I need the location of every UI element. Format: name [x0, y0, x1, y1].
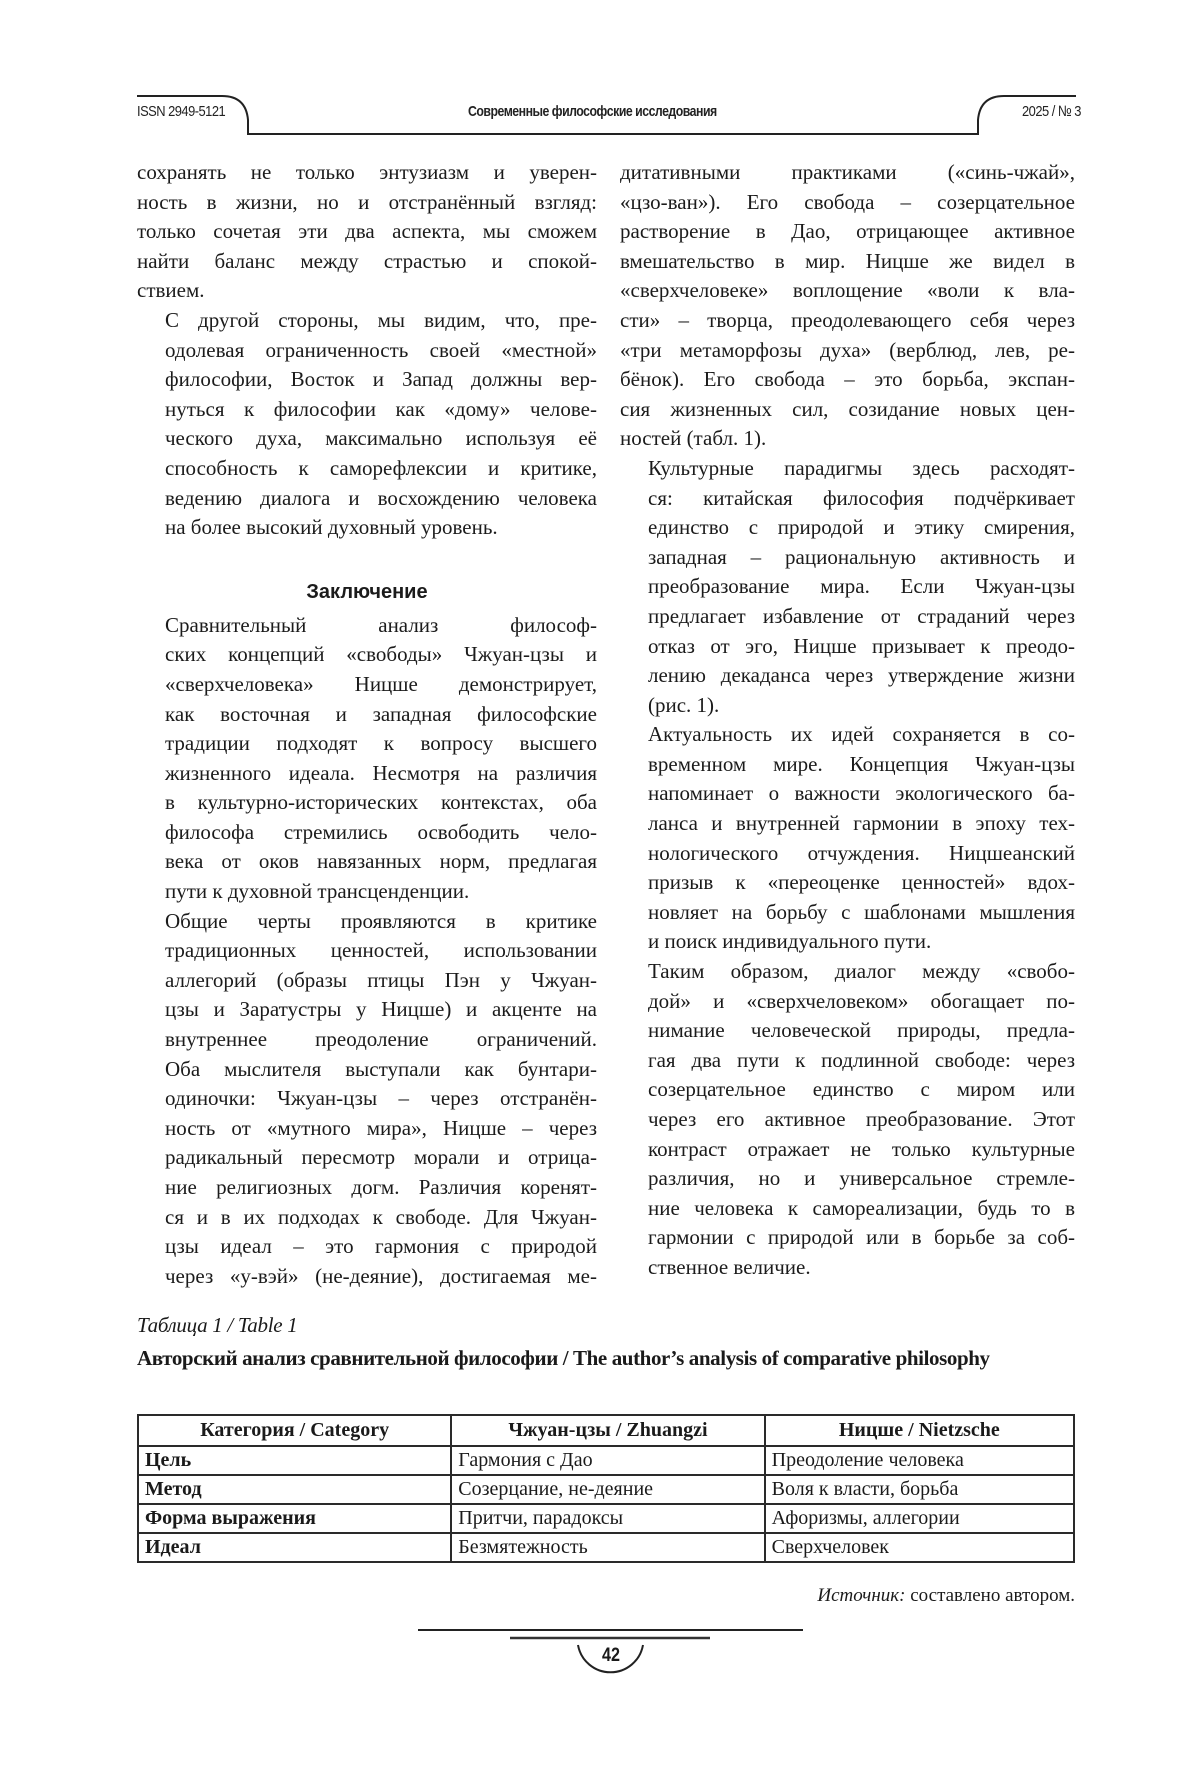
text-line: нологического отчуждения. Ницшеанский — [648, 840, 1075, 865]
paragraph — [137, 306, 597, 543]
table-header-row — [138, 1415, 1074, 1446]
category-cell: Метод — [138, 1475, 451, 1504]
right-column — [620, 158, 1075, 1283]
text-line: внутреннее преодоление ограничений. — [165, 1027, 597, 1052]
text-line: (рис. 1). — [648, 692, 720, 717]
page-number: 42 — [602, 1645, 620, 1666]
text-line: Оба мыслителя выступали как бунтари- — [165, 1056, 597, 1081]
paragraph — [137, 907, 597, 1292]
text-line: ние человека к самореализации, будь то в — [648, 1195, 1075, 1220]
text-line: единство с природой и этику смирения, — [648, 515, 1075, 540]
text-line: преобразование мира. Если Чжуан-цзы — [648, 574, 1075, 599]
text-line: различия, но и универсальное стремле- — [648, 1166, 1075, 1191]
text-line: дитативными практиками («синь-чжай», — [620, 160, 1075, 184]
text-line: сия жизненных сил, созидание новых цен- — [620, 396, 1075, 421]
text-line: нимание человеческой природы, предла- — [648, 1018, 1075, 1043]
text-line: ствием. — [137, 278, 205, 303]
text-line: философии, Восток и Запад должны вер- — [165, 367, 597, 392]
text-line: Актуальность их идей сохраняется в со- — [648, 722, 1075, 747]
text-line: Сравнительный анализ философ- — [165, 612, 597, 637]
text-line: жизненного идеала. Несмотря на различия — [165, 760, 597, 785]
text-line: ся и в их подходах к свободе. Для Чжуан- — [165, 1204, 597, 1229]
table-row — [138, 1504, 1074, 1533]
text-line: на более высокий духовный уровень. — [165, 515, 498, 540]
table-cell: Гармония с Дао — [451, 1446, 764, 1475]
table-label: Таблица 1 / Table 1 — [137, 1313, 298, 1337]
text-line: «цзо-ван»). Его свобода – созерцательное — [620, 189, 1075, 214]
table-cell: Притчи, парадоксы — [451, 1504, 764, 1533]
text-line: Культурные парадигмы здесь расходят- — [648, 455, 1075, 480]
text-line: лению декаданса через утверждение жизни — [648, 663, 1075, 688]
table-row — [138, 1475, 1074, 1504]
text-line: дой» и «сверхчеловеком» обогащает по- — [648, 988, 1075, 1013]
text-line: найти баланс между страстью и спокой- — [137, 248, 597, 273]
text-line: ственное величие. — [648, 1254, 811, 1279]
table-cell: Афоризмы, аллегории — [765, 1504, 1074, 1533]
text-line: аллегорий (образы птицы Пэн у Чжуан- — [165, 967, 597, 992]
table-title: Авторский анализ сравнительной философии / The author’s analysis of comparative philosophy — [137, 1346, 990, 1370]
text-line: Общие черты проявляются в критике — [165, 908, 597, 933]
text-line: «сверхчеловеке» воплощение «воли к вла- — [620, 278, 1075, 303]
journal-issue: 2025 / № 3 — [1022, 103, 1081, 120]
text-line: растворение в Дао, отрицающее активное — [620, 219, 1075, 244]
running-header-rule — [0, 0, 1200, 150]
column-header: Категория / Category — [138, 1415, 451, 1446]
text-line: отказ от эго, Ницше призывает к преодо- — [648, 633, 1075, 658]
text-line: предлагает избавление от страданий через — [648, 603, 1075, 628]
text-line: гармонии с природой или в борьбе за соб- — [648, 1225, 1075, 1250]
text-line: в культурно-исторических контекстах, оба — [165, 790, 597, 815]
text-line: призыв к «переоценке ценностей» вдох- — [648, 870, 1075, 895]
table-row — [138, 1533, 1074, 1562]
text-line: временном мире. Концепция Чжуан-цзы — [648, 751, 1075, 776]
category-cell: Идеал — [138, 1533, 451, 1562]
text-line: через «у-вэй» (не-деяние), достигаемая ме- — [165, 1263, 597, 1288]
text-line: «сверхчеловека» Ницше демонстрирует, — [165, 671, 597, 696]
paragraph — [137, 611, 597, 907]
text-line: ских концепций «свободы» Чжуан-цзы и — [165, 642, 597, 667]
text-line: сти» – творца, преодолевающего себя через — [620, 307, 1075, 332]
text-line: века от оков навязанных норм, предлагая — [165, 849, 597, 874]
paragraph — [620, 454, 1075, 720]
text-line: и поиск индивидуального пути. — [648, 929, 932, 954]
text-line: ведению диалога и восхождению человека — [165, 485, 597, 510]
paragraph — [620, 957, 1075, 1283]
text-line: созерцательное единство с миром или — [648, 1077, 1075, 1102]
source-text: составлено автором. — [905, 1585, 1075, 1606]
table-cell: Сверхчеловек — [765, 1533, 1074, 1562]
text-line: через его активное преобразование. Этот — [648, 1107, 1075, 1131]
text-line: контраст отражает не только культурные — [648, 1136, 1075, 1161]
category-cell: Форма выражения — [138, 1504, 451, 1533]
text-line: новляет на борьбу с шаблонами мышления — [648, 899, 1075, 924]
text-line: цзы идеал – это гармония с природой — [165, 1234, 597, 1259]
text-line: ся: китайская философия подчёркивает — [648, 485, 1075, 510]
text-line: традиции подходят к вопросу высшего — [165, 731, 597, 756]
text-line: ние религиозных догм. Различия коренят- — [165, 1175, 597, 1199]
text-line: пути к духовной трансценденции. — [165, 879, 470, 904]
table-cell: Безмятежность — [451, 1533, 764, 1562]
table-row — [138, 1446, 1074, 1475]
text-line: цзы и Заратустры у Ницше) и акценте на — [165, 997, 597, 1022]
text-line: ность от «мутного мира», Ницше – через — [165, 1115, 597, 1140]
journal-issn: ISSN 2949-5121 — [137, 103, 226, 120]
source-label: Источник: — [817, 1585, 906, 1606]
text-line: Таким образом, диалог между «свобо- — [648, 959, 1075, 984]
text-line: нуться к философии как «дому» челове- — [165, 396, 597, 421]
text-line: способность к саморефлексии и критике, — [165, 455, 597, 480]
text-line: вмешательство в мир. Ницше же видел в — [620, 248, 1075, 273]
text-line: западная – рациональную активность и — [648, 544, 1075, 569]
text-line: одолевая ограниченность своей «местной» — [165, 337, 597, 362]
text-line: бёнок). Его свобода – это борьба, экспан- — [620, 367, 1075, 392]
text-line: «три метаморфозы духа» (верблюд, лев, ре- — [620, 337, 1075, 362]
text-line: ческого духа, максимально используя её — [165, 426, 597, 451]
paragraph — [620, 720, 1075, 957]
text-line: философа стремились освободить чело- — [165, 819, 597, 844]
paragraph — [137, 158, 597, 306]
column-header: Чжуан-цзы / Zhuangzi — [451, 1415, 764, 1446]
text-line: ность в жизни, но и отстранённый взгляд: — [137, 189, 597, 214]
text-line: ланса и внутренней гармонии в эпоху тех- — [648, 811, 1075, 836]
text-line: гая два пути к подлинной свободе: через — [648, 1047, 1075, 1072]
text-line: С другой стороны, мы видим, что, пре- — [165, 307, 597, 332]
category-cell: Цель — [138, 1446, 451, 1475]
text-line: ностей (табл. 1). — [620, 426, 767, 451]
text-line: сохранять не только энтузиазм и уверен- — [137, 160, 597, 184]
text-line: традиционных ценностей, использовании — [165, 938, 597, 963]
column-header: Ницше / Nietzsche — [765, 1415, 1074, 1446]
text-line: одиночки: Чжуан-цзы – через отстранён- — [165, 1086, 597, 1111]
text-line: как восточная и западная философские — [165, 701, 597, 726]
paragraph — [620, 158, 1075, 454]
journal-title: Современные философские исследования — [468, 103, 717, 120]
section-title: Заключение — [306, 580, 428, 603]
text-line: только сочетая эти два аспекта, мы сможем — [137, 219, 597, 244]
text-line: напоминает о важности экологического ба- — [648, 781, 1075, 806]
left-column — [137, 158, 597, 1291]
comparison-table — [137, 1414, 1075, 1563]
text-line: радикальный пересмотр морали и отрица- — [165, 1145, 597, 1170]
table-cell: Созерцание, не-деяние — [451, 1475, 764, 1504]
table-cell: Преодоление человека — [765, 1446, 1074, 1475]
table-cell: Воля к власти, борьба — [765, 1475, 1074, 1504]
